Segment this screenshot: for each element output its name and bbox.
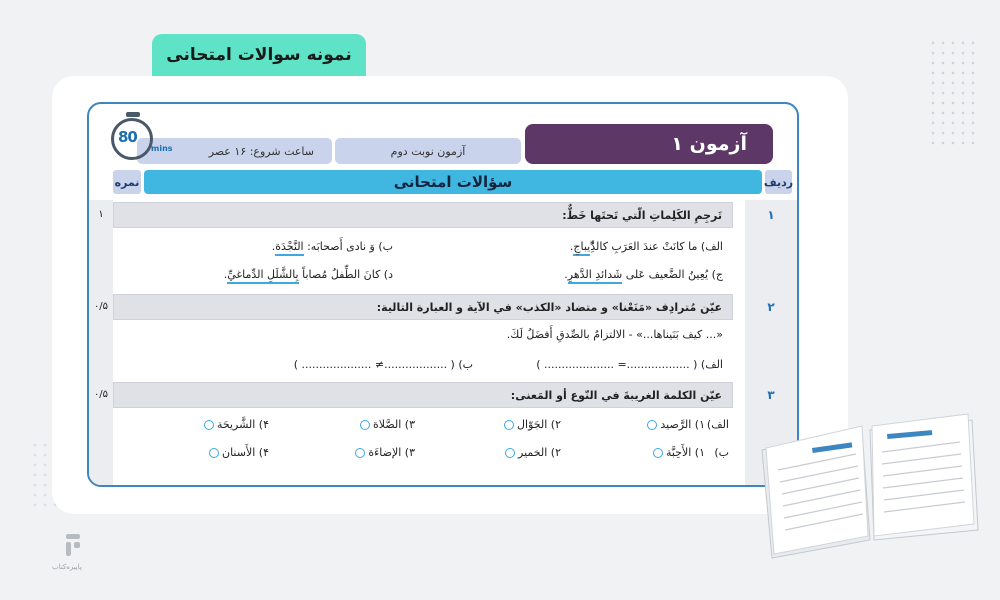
decorative-dots	[928, 38, 978, 148]
option[interactable]: ۲) الخمير	[505, 446, 561, 459]
exam-sheet	[87, 102, 799, 487]
radio-circle-icon	[653, 448, 663, 458]
score-header: نمره	[113, 170, 141, 194]
option[interactable]: ۳) الصَّلاة	[360, 418, 415, 431]
question-number: ۳	[767, 388, 775, 402]
question-prompt: تَرجِمِ الكَلِماتِ الّتي تَحتَها خَطٌّ:	[113, 202, 733, 228]
radio-circle-icon	[504, 420, 514, 430]
question-body	[113, 228, 733, 294]
timer-number: 80	[118, 128, 137, 146]
question-prompt: عیّن الكلمة الغريبةَ في النّوع أو المَعنى:	[113, 382, 733, 408]
radio-circle-icon	[355, 448, 365, 458]
option[interactable]: ۳) الإضاءَة	[355, 446, 415, 459]
open-book-icon	[752, 390, 982, 560]
question-number: ۲	[767, 300, 775, 314]
option[interactable]: ۴) الشَّريحَة	[204, 418, 269, 431]
radio-circle-icon	[204, 420, 214, 430]
section-title: سؤالات امتحانی	[144, 170, 762, 194]
answer-blank: الف) ( ..................= .................... )	[536, 358, 723, 371]
radio-circle-icon	[505, 448, 515, 458]
option-row-label: الف)	[706, 418, 729, 431]
question-score: ۰/۵	[93, 301, 109, 312]
option[interactable]: ۱) الرَّصيد	[647, 418, 705, 431]
score-column	[89, 200, 113, 487]
answer-item: د) كانَ الطِّفلُ مُصاباً بِالشَّلَلِ الدِّماغيِّ.	[224, 268, 393, 281]
radio-circle-icon	[209, 448, 219, 458]
timer-unit: mins	[151, 144, 173, 153]
exam-round: آزمون نوبت دوم	[335, 138, 521, 164]
brand-logo-text: پاییزه‌کتاب	[52, 563, 82, 571]
question-score: ۰/۵	[93, 389, 109, 400]
question-body	[113, 320, 733, 382]
banner-title: نمونه سوالات امتحانی	[152, 34, 366, 76]
answer-item: ب) وَ نادى أَصحابَه: النَّجْدَة.	[272, 240, 393, 253]
exam-title: آزمون ۱	[525, 124, 773, 164]
question-prompt: عیّن مُترادِف «مَنَعْنا» و متضاد «الكذب» في الآية و العبارة التالية:	[113, 294, 733, 320]
option[interactable]: ۱) الأَحِبَّة	[653, 446, 705, 459]
radio-circle-icon	[647, 420, 657, 430]
option[interactable]: ۲) الجَوّال	[504, 418, 561, 431]
radio-circle-icon	[360, 420, 370, 430]
question-sentence: «... كيف بَنَيناها...» - الالتزامُ بالصِّدقِ أَفضَلُ لَكَ.	[506, 328, 723, 341]
question-number: ۱	[767, 208, 775, 222]
question-score: ۱	[98, 209, 104, 220]
answer-item: الف) ما كانَتْ عندَ العَرَبِ كالدِِّّيباجِ.	[570, 240, 723, 253]
question-body	[113, 408, 733, 487]
timer-icon	[109, 112, 173, 168]
start-time: ساعت شروع: ۱۶ عصر	[137, 138, 332, 164]
answer-item: ج) يُعِينُ الضَّعيف عَلى شَدائدِ الدَّهرِ.	[564, 268, 723, 281]
row-header: ردیف	[765, 170, 792, 194]
option[interactable]: ۴) الأَسنان	[209, 446, 269, 459]
option-row-label: ب)	[714, 446, 729, 459]
answer-blank: ب) ( ..................≠ .................... )	[293, 358, 473, 371]
